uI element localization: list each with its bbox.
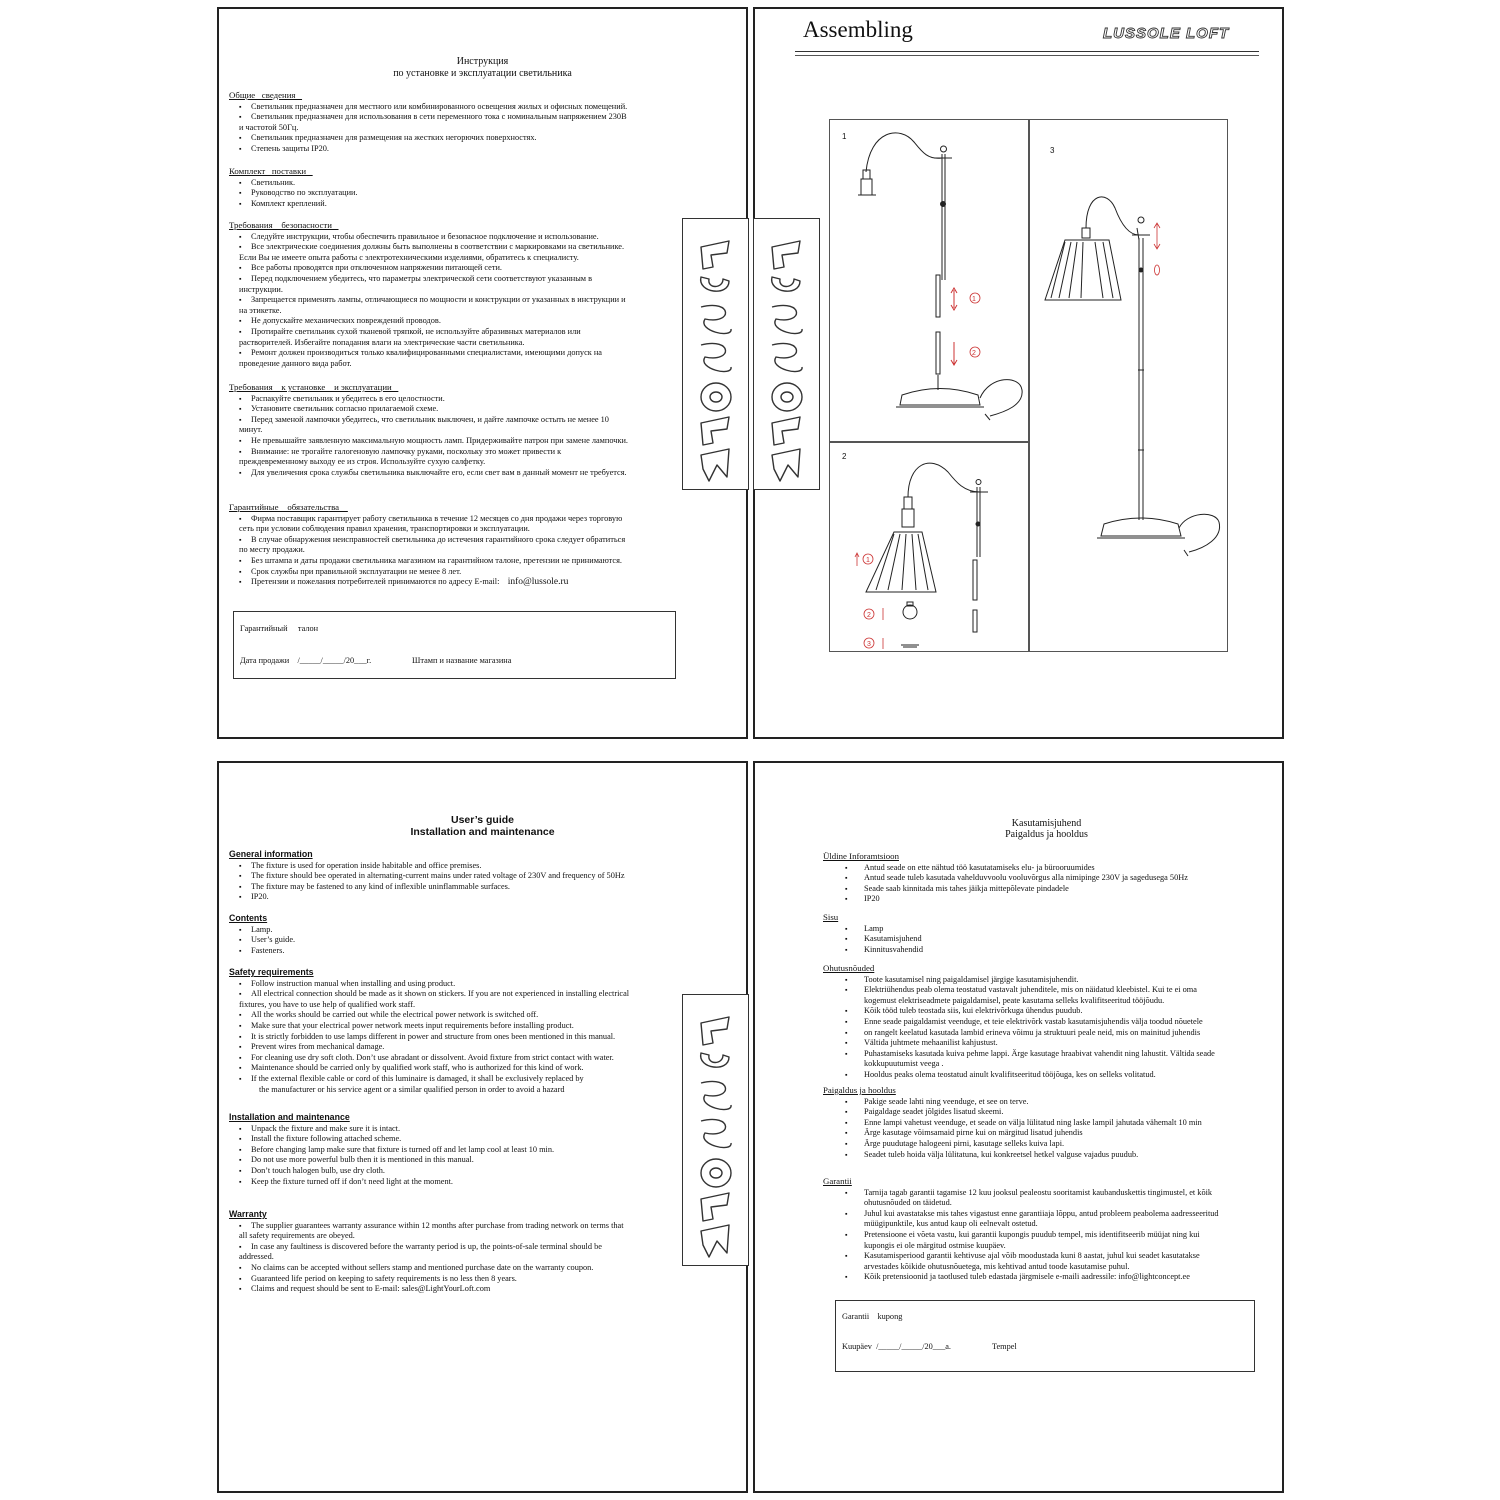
list-item: ▪ All electrical connection should be made as it shown on stickers. If you are not experienced in installing electrical [229, 989, 684, 1000]
list-item: ▪ Guaranteed life period on keeping to safety requirements is no less then 8 years. [229, 1274, 684, 1285]
step-number-3: 3 [867, 641, 871, 648]
list-item: ▪ Претензии и пожелания потребителей принимаются по адресу E-mail: info@lussole.ru [229, 577, 684, 588]
list-item: ▪ Установите светильник согласно прилагаемой схеме. [229, 404, 684, 415]
assembly-panel-2 [829, 441, 1030, 652]
et-title-line1: Kasutamisjuhend [1011, 818, 1082, 829]
ru-general-section [229, 90, 684, 155]
list-item: ▪ Claims and request should be sent to E-mail: sales@LightYourLoft.com [229, 1284, 684, 1295]
list-item: ▪ Maintenance should be carried only by qualified work staff, who is authorized for this kind of work. [229, 1063, 684, 1074]
en-install-heading: Installation and maintenance [229, 1112, 350, 1122]
ru-coupon-title: Гарантийный талон [240, 624, 319, 633]
list-item: ▪ Toote kasutamisel ning paigaldamisel järgige kasutamisjuhendit. [823, 975, 1278, 986]
list-item: ▪ Don’t touch halogen bulb, use dry cloth. [229, 1166, 684, 1177]
list-item-continuation: fixtures, you have to use help of qualified work staff. [239, 999, 416, 1009]
list-item-continuation: all safety requirements are obeyed. [239, 1231, 355, 1241]
et-safety-heading: Ohutusnõuded [823, 963, 875, 973]
list-item: ▪ Antud seade tuleb kasutada vahelduvvoolu vooluvõrgus alla nimipinge 230V ja sagedusega 50Hz [823, 873, 1278, 884]
list-item: ▪ Lamp. [229, 925, 684, 936]
list-item: ▪ Follow instruction manual when installing and using product. [229, 979, 684, 990]
ru-install-section [229, 382, 684, 478]
english-guide-page [217, 761, 748, 1493]
list-item: ▪ Ремонт должен производиться только квалифицированными специалистами, имеющими допуск на [229, 348, 684, 359]
lussole-vertical-logo [683, 219, 748, 489]
et-coupon-title: Garantii kupong [842, 1312, 903, 1321]
ru-contents-heading: Комплект поставки [229, 166, 313, 176]
ru-warranty-coupon [233, 611, 676, 679]
list-item: ▪ Do not use more powerful bulb then it is mentioned in this manual. [229, 1155, 684, 1166]
list-item: ▪ Все электрические соединения должны быть выполнены в соответствии с маркировками на светильнике. [229, 242, 684, 253]
list-item: ▪ Ärge puudutage halogeeni pirni, kasutage selleks kuiva lapi. [823, 1139, 1278, 1150]
list-item: ▪ Antud seade on ette nähtud töö kasutatamiseks elu- ja bürooruumides [823, 863, 1278, 874]
ru-title-line2: по установке и эксплуатации светильника [393, 68, 572, 79]
list-item: ▪ Комплект креплений. [229, 199, 684, 210]
list-item: ▪ Не допускайте механических повреждений проводов. [229, 316, 684, 327]
assembly-drawing-2 [830, 442, 1029, 651]
list-item: ▪ Все работы проводятся при отключенном напряжении питающей сети. [229, 263, 684, 274]
list-item: ▪ Светильник. [229, 178, 684, 189]
list-item: ▪ Paigaldage seadet jõlgides lisatud skeemi. [823, 1107, 1278, 1118]
step-number-2: 2 [972, 350, 976, 357]
list-item: ▪ Следуйте инструкции, чтобы обеспечить правильное и безопасное подключение и использование. [229, 232, 684, 243]
list-item: ▪ Протирайте светильник сухой тканевой тряпкой, не используйте абразивных материалов или [229, 327, 684, 338]
list-item: ▪ Срок службы при правильной эксплуатации не менее 8 лет. [229, 567, 684, 578]
assembling-page [753, 7, 1284, 739]
list-item: ▪ Степень защиты IP20. [229, 144, 684, 155]
list-item: ▪ The fixture is used for operation inside habitable and office premises. [229, 861, 684, 872]
ru-warranty-section [229, 502, 684, 588]
ru-general-heading: Общие сведения [229, 90, 303, 100]
et-general-section [823, 851, 1278, 905]
ru-title-line1: Инструкция [456, 56, 509, 67]
list-item-continuation: addressed. [239, 1252, 274, 1262]
et-safety-section [823, 963, 1278, 1081]
lussole-logo-left-bottom [682, 994, 749, 1266]
list-item-continuation: Если Вы не имеете опыта работы с электротехническими изделиями, обратитесь к специалисту. [239, 252, 579, 262]
list-item: ▪ Lamp [823, 924, 1278, 935]
brand-logo: LUSSOLE LOFT [1103, 25, 1230, 42]
list-item: ▪ В случае обнаружения неисправностей светильника до истечения гарантийного срока следует обратиться [229, 535, 684, 546]
lussole-logo-right [753, 218, 820, 490]
en-contents-heading: Contents [229, 913, 268, 923]
list-item: ▪ Kasutamisperiood garantii kehtivuse ajal võib moodustada kuni 8 aastat, juhul kui seadet kasutatakse [823, 1251, 1278, 1262]
et-contents-section [823, 912, 1278, 955]
list-item: ▪ Светильник предназначен для местного или комбинированного освещения жилых и офисных помещений. [229, 102, 684, 113]
list-item: ▪ Запрещается применять лампы, отличающиеся по мощности и конструкции от указанных в инструкции и [229, 295, 684, 306]
list-item: ▪ All the works should be carried out while the electrical power network is switched off. [229, 1010, 684, 1021]
list-item: ▪ In case any faultiness is discovered before the warranty period is up, the points-of-sale terminal should be [229, 1242, 684, 1253]
list-item: ▪ Kasutamisjuhend [823, 934, 1278, 945]
list-item: ▪ Unpack the fixture and make sure it is intact. [229, 1124, 684, 1135]
list-item: ▪ Светильник предназначен для размещения на жестких негорючих поверхностях. [229, 133, 684, 144]
title-rule [795, 51, 1259, 52]
et-warranty-heading: Garantii [823, 1176, 852, 1186]
list-item-continuation: arvestades kõikide ohutusnõuetega, mis kehtivad antud toode kasutamise puhul. [864, 1261, 1130, 1271]
assembling-title: Assembling [803, 17, 913, 42]
list-item: ▪ Before changing lamp make sure that fixture is turned off and let lamp cool at least 10 min. [229, 1145, 684, 1156]
en-contents-section [229, 913, 684, 956]
list-item-continuation: проведение данного вида работ. [239, 358, 352, 368]
et-title-line2: Paigaldus ja hooldus [1005, 829, 1088, 840]
list-item: ▪ User’s guide. [229, 935, 684, 946]
list-item: ▪ Puhastamiseks kasutada kuiva pehme lappi. Ärge kasutage hraabivat vahendit ning lahustit. Vältida seade [823, 1049, 1278, 1060]
list-item-continuation: растворителей. Избегайте попадания влаги на электрические части светильника. [239, 337, 525, 347]
list-item-continuation: и частотой 50Гц. [239, 122, 299, 132]
title-rule-thin [795, 55, 1259, 56]
panel-number: 3 [1050, 146, 1055, 155]
list-item: ▪ Распакуйте светильник и убедитесь в его целостности. [229, 394, 684, 405]
list-item: ▪ Seadet tuleb hoida välja lülitatuna, kui konkreetsel hetkel valguse vajadus puudub. [823, 1150, 1278, 1161]
lussole-vertical-logo [754, 219, 819, 489]
list-item: ▪ IP20 [823, 894, 1278, 905]
assembly-drawing-3 [1029, 120, 1227, 651]
ru-coupon-stamp: Штамп и название магазина [412, 656, 512, 665]
ru-email: info@lussole.ru [507, 577, 569, 588]
ru-install-heading: Требования к установке и эксплуатации [229, 382, 399, 392]
assembly-panel-3 [1028, 119, 1228, 652]
et-contents-heading: Sisu [823, 912, 839, 922]
list-item: ▪ The supplier guarantees warranty assurance within 12 months after purchase from trading network on terms that [229, 1221, 684, 1232]
list-item-continuation: müügipunktile, kus antud kaup oli eelnevalt ostetud. [864, 1219, 1038, 1229]
list-item: ▪ No claims can be accepted without sellers stamp and mentioned purchase date on the warranty coupon. [229, 1263, 684, 1274]
list-item: ▪ Hooldus peaks olema teostatud ainult kvalifitseeritud tööjõuga, kes on selleks volitatud. [823, 1070, 1278, 1081]
en-title-line1: User’s guide [450, 814, 515, 826]
list-item: ▪ on rangelt keelatud kasutada lambid erineva võimu ja struktuuri peale neid, mis on mainitud juhendis [823, 1028, 1278, 1039]
assembly-panel-1 [829, 119, 1030, 443]
list-item: ▪ The fixture may be fastened to any kind of inflexible uninflammable surfaces. [229, 882, 684, 893]
et-coupon-date: Kuupäev /_____/_____/20___a. [842, 1342, 951, 1351]
list-item: ▪ Elektriühendus peab olema teostatud vastavalt juhenditele, mis on näidatud kleebistel. Kui te ei oma [823, 985, 1278, 996]
et-install-heading: Paigaldus ja hooldus [823, 1085, 896, 1095]
list-item: ▪ Без штампа и даты продажи светильника магазином на гарантийном талоне, претензии не принимаются. [229, 556, 684, 567]
list-item: ▪ Перед заменой лампочки убедитесь, что светильник выключен, и дайте лампочке остыть не менее 10 [229, 415, 684, 426]
list-item-continuation: преждевременному выходу ее из строя. Используйте сухую салфетку. [239, 457, 486, 467]
step-number-1: 1 [972, 296, 976, 303]
panel-number: 2 [842, 452, 847, 461]
list-item-continuation: на этикетке. [239, 305, 282, 315]
list-item-continuation: инструкции. [239, 284, 283, 294]
ru-coupon-date: Дата продажи /_____/_____/20___г. [240, 656, 372, 665]
list-item: ▪ Не превышайте заявленную максимальную мощность ламп. Придерживайте патрон при замене лампочки. [229, 436, 684, 447]
list-item-continuation: минут. [239, 425, 263, 435]
list-item: ▪ Для увеличения срока службы светильника выключайте его, если свет вам в данный момент не требуется. [229, 468, 684, 479]
et-general-heading: Üldine Inforamtsioon [823, 851, 899, 861]
list-item: ▪ Install the fixture following attached scheme. [229, 1134, 684, 1145]
en-title-line2: Installation and maintenance [410, 826, 555, 838]
list-item: ▪ Kõik pretensioonid ja taotlused tuleb edastada järgmisele e-maili aadressile: info@lightconcept.ee [823, 1272, 1278, 1283]
list-item-continuation: kogemust elektriseadmete paigaldamisel, peate kasutama selleks kvalifitseeritud tööjõudu. [864, 995, 1165, 1005]
list-item: ▪ Make sure that your electrical power network meets input requirements before installing product. [229, 1021, 684, 1032]
list-item: ▪ Pretensioone ei võeta vastu, kui garantii kupongis puudub tempel, mis identifitseerib müüjat ning kui [823, 1230, 1278, 1241]
ru-warranty-heading: Гарантийные обязательства [229, 502, 348, 512]
list-item: ▪ Внимание: не трогайте галогеновую лампочку руками, поскольку это может привести к [229, 447, 684, 458]
step-number-1: 1 [866, 557, 870, 564]
et-coupon-stamp: Tempel [992, 1342, 1017, 1351]
step-marks [970, 293, 980, 357]
en-safety-heading: Safety requirements [229, 967, 314, 977]
list-item: ▪ Enne seade paigaldamist veenduge, et teie elektrivõrk vastab kasutamisjuhendis välja toodud nõuetele [823, 1017, 1278, 1028]
assembly-drawing-1 [830, 120, 1029, 442]
list-item-continuation: по месту продажи. [239, 545, 305, 555]
list-item: ▪ For cleaning use dry soft cloth. Don’t use abradant or dissolvent. Avoid fixture from strict contact with water. [229, 1053, 684, 1064]
list-item-continuation: сеть при условии соблюдения правил хранения, транспортировки и эксплуатации. [239, 524, 530, 534]
list-item: ▪ Kinnitusvahendid [823, 945, 1278, 956]
list-item-continuation: ohutusnõuded on täidetud. [864, 1198, 952, 1208]
list-item: ▪ Ärge kasutage võimsamaid pirne kui on märgitud lisatud juhendis [823, 1128, 1278, 1139]
list-item-continuation: the manufacturer or his service agent or a similar qualified person in order to avoid a hazard [259, 1084, 565, 1094]
step-number-2: 2 [867, 612, 871, 619]
en-safety-section [229, 967, 684, 1095]
lussole-logo-left [682, 218, 749, 490]
list-item: ▪ Tarnija tagab garantii tagamise 12 kuu jooksul pealeostu sooritamist kaubanduskettis tingimustel, et kõik [823, 1188, 1278, 1199]
en-general-heading: General information [229, 849, 313, 859]
list-item-continuation: kokkupuutumist veega . [864, 1059, 944, 1069]
list-item: ▪ Vältida juhtmete mehaanilist kahjustust. [823, 1038, 1278, 1049]
en-install-section [229, 1112, 684, 1187]
list-item: ▪ If the external flexible cable or cord of this luminaire is damaged, it shall be exclusively replaced by [229, 1074, 684, 1085]
list-item: ▪ IP20. [229, 892, 684, 903]
list-item: ▪ Keep the fixture turned off if don’t need light at the moment. [229, 1177, 684, 1188]
list-item: ▪ Prevent wires from mechanical damage. [229, 1042, 684, 1053]
estonian-guide-page [753, 761, 1284, 1493]
ru-contents-section [229, 166, 684, 209]
lussole-vertical-logo [683, 995, 748, 1265]
et-warranty-section [823, 1176, 1278, 1283]
et-warranty-coupon [835, 1300, 1255, 1372]
en-warranty-section [229, 1209, 684, 1295]
en-warranty-heading: Warranty [229, 1209, 267, 1219]
list-item: ▪ Fasteners. [229, 946, 684, 957]
list-item: ▪ It is strictly forbidden to use lamps different in power and structure from ones been mentioned in this manual. [229, 1032, 684, 1043]
list-item: ▪ Pakige seade lahti ning veenduge, et see on terve. [823, 1097, 1278, 1108]
panel-number: 1 [842, 132, 847, 141]
ru-safety-heading: Требования безопасности [229, 220, 339, 230]
et-install-section [823, 1085, 1278, 1160]
list-item: ▪ Перед подключением убедитесь, что параметры электрической сети соответствуют указанным в [229, 274, 684, 285]
list-item: ▪ Светильник предназначен для использования в сети переменного тока с номинальным напряжением 230В [229, 112, 684, 123]
list-item: ▪ Enne lampi vahetust veenduge, et seade on välja lülitatud ning laske lampil jahutada vähemalt 10 min [823, 1118, 1278, 1129]
list-item: ▪ Seade saab kinnitada mis tahes jäikja mittepõlevate pindadele [823, 884, 1278, 895]
list-item: ▪ Руководство по эксплуатации. [229, 188, 684, 199]
list-item: ▪ The fixture should bee operated in alternating-current mains under rated voltage of 230V and frequency of 50Hz [229, 871, 684, 882]
ru-safety-section [229, 220, 684, 369]
list-item: ▪ Фирма поставщик гарантирует работу светильника в течение 12 месяцев со дня продажи через торговую [229, 514, 684, 525]
list-item: ▪ Kõik tööd tuleb teostada siis, kui elektrivõrkuga ühendus puudub. [823, 1006, 1278, 1017]
list-item-continuation: kupongis ei ole märgitud ostmise kuupäev. [864, 1240, 1006, 1250]
list-item: ▪ Juhul kui avastatakse mis tahes vigastust enne garantiiaja lõppu, antud probleem peabolema aadresseeritud [823, 1209, 1278, 1220]
en-general-section [229, 849, 684, 903]
russian-instruction-page [217, 7, 748, 739]
